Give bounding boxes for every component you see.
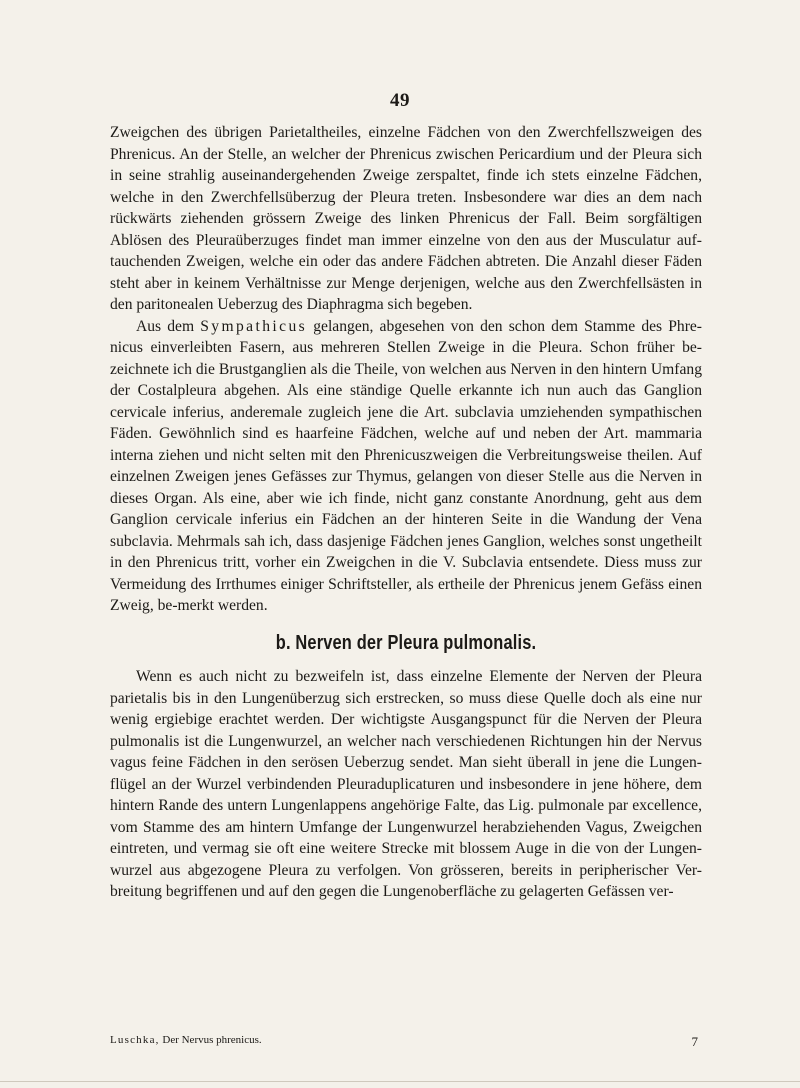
paragraph-lead: Aus dem <box>136 317 201 335</box>
paragraph-sympathicus <box>110 316 702 617</box>
footer-title: Der Nervus phrenicus. <box>159 1034 262 1046</box>
signature-mark: 7 <box>691 1034 698 1049</box>
paragraph-pleura-pulmonalis: Wenn es auch nicht zu bezweifeln ist, dass einzelne Elemente der Nerven der Pleura parietalis bis in den Lungenüberzug sich erstrecken, so muss diese Quelle doch als eine nur wenig ergiebige erachtet werden. Der wichtigste Ausgangspunct für die Nerven der Pleura pulmonalis ist die Lungenwurzel, an welcher nach verschiedenen Richtungen hin der Nervus vagus feine Fädchen in den serösen Ueberzug sendet. Man sieht überall in jene die Lungen-flügel an der Wurzel verbindenden Pleuraduplicaturen und insbesondere in jene höhere, dem hintern Rande des untern Lungenlappens angehörige Falte, das Lig. pulmonale par excellence, vom Stamme des am hintern Umfange der Lungenwurzel herabziehenden Vagus, Zweigchen eintreten, und vermag sie oft eine weitere Strecke mit blossem Auge in die von der Lungen-wurzel aus abgezogene Pleura zu verfolgen. Von grösseren, bereits in peripherischer Ver-breitung begriffenen und auf den gegen die Lungenoberfläche zu gelagerten Gefässen ver- <box>110 668 702 900</box>
page-edge-line <box>0 1081 800 1082</box>
paragraph-continuation: Zweigchen des übrigen Parietaltheiles, einzelne Fädchen von den Zwerchfellszweigen des Phrenicus. An der Stelle, an welcher der Phrenicus zwischen Pericardium und der Pleura sich in seine strahlig auseinandergehenden Zweige zerspaltet, finde ich stets einzelne Fädchen, welche in den Zwerchfellsüberzug der Pleura treten. Insbesondere war dies an dem nach rückwärts ziehenden grössern Zweige des linken Phrenicus der Fall. Beim sorgfältigen Ablösen des Pleuraüberzuges findet man immer einzelne von den aus der Musculatur auf-tauchenden Zweigen, welche ein oder das andere Fädchen abtreten. Die Anzahl dieser Fäden steht aber in keinem Verhältnisse zur Menge derjenigen, welche aus den Zwerchfellsästen in den paritonealen Ueberzug des Diaphragma sich begeben. <box>110 124 702 313</box>
footer-author: Luschka, <box>110 1034 160 1046</box>
emphasized-term: Sympathicus <box>200 317 308 335</box>
page-number: 49 <box>390 90 410 111</box>
section-heading: b. Nerven der Pleura pulmonalis. <box>275 631 537 654</box>
footer-citation <box>110 1034 262 1050</box>
page-footer <box>110 1034 702 1050</box>
paragraph-rest: gelangen, abgesehen von den schon dem Stamme des Phre-nicus einverleibten Fasern, aus mehreren Stellen Zweige in die Pleura. Schon früher be-zeichnete ich die Brustganglien als die Theile, von welchen aus Nerven in den hintern Umfang der Costalpleura abgehen. Als eine ständige Quelle erkannte ich nun auch das Ganglion cervicale inferius, anderemale zugleich jene die Art. subclavia umziehenden sympathischen Fäden. Gewöhnlich sind es haarfeine Fädchen, welche auf und neben der Art. mammaria interna ziehen und nicht selten mit den Phrenicuszweigen die Verbreitungsweise theilen. Auf einzelnen Zweigen jenes Gefässes zur Thymus, gelangen von dieser Stelle aus die Nerven in dieses Organ. Als eine, aber wie ich finde, nicht ganz constante Anordnung, geht aus dem Ganglion cervicale inferius ein Fädchen an der hinteren Seite in die Wandung der Vena subclavia. Mehrmals sah ich, dass dasjenige Fädchen jenes Ganglion, welches sonst ungetheilt in den Phrenicus tritt, vorher ein Zweigchen in die V. Subclavia entsendete. Diess muss zur Vermeidung des Irrthumes einiger Schriftsteller, als ertheile der Phrenicus jenem Gefäss einen Zweig, be-merkt werden. <box>110 317 702 614</box>
body-text <box>110 122 702 903</box>
